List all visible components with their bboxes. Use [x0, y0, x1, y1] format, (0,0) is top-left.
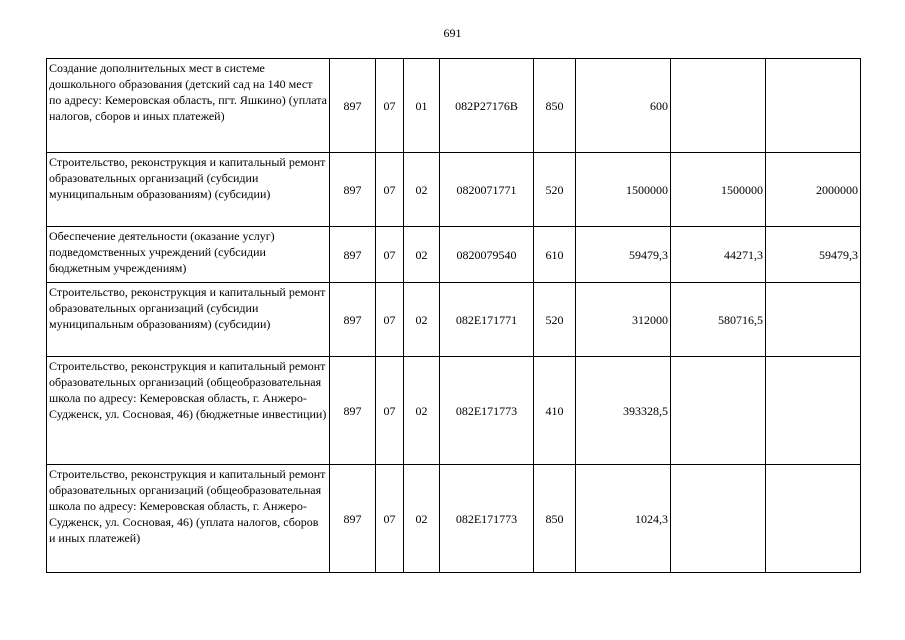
row-name-cell: Строительство, реконструкция и капитальный ремонт образовательных организаций (субсидии муниципальным образованиям) (субсидии) [47, 153, 330, 227]
section-cell: 07 [376, 59, 404, 153]
expense-type-cell: 850 [534, 465, 576, 573]
target-article-cell: 082E171773 [440, 357, 534, 465]
page-number: 691 [443, 26, 462, 40]
row-name-cell: Строительство, реконструкция и капитальный ремонт образовательных организаций (общеобразовательная школа по адресу: Кемеровская область, г. Анжеро-Судженск, ул. Сосновая, 46) (бюджетные инвестиции) [47, 357, 330, 465]
target-article-cell: 0820071771 [440, 153, 534, 227]
sum-year1-cell: 1024,3 [576, 465, 671, 573]
sum-year2-cell [671, 465, 766, 573]
expense-type-cell: 850 [534, 59, 576, 153]
ved-cell: 897 [330, 357, 376, 465]
sum-year2-cell [671, 357, 766, 465]
budget-table [46, 58, 861, 573]
sum-year3-cell [766, 59, 861, 153]
subsection-cell: 02 [404, 283, 440, 357]
section-cell: 07 [376, 227, 404, 283]
table-row [47, 283, 861, 357]
subsection-cell: 01 [404, 59, 440, 153]
sum-year3-cell [766, 465, 861, 573]
sum-year2-cell: 44271,3 [671, 227, 766, 283]
row-name-cell: Создание дополнительных мест в системе дошкольного образования (детский сад на 140 мест по адресу: Кемеровская область, пгт. Яшкино) (уплата налогов, сборов и иных платежей) [47, 59, 330, 153]
subsection-cell: 02 [404, 153, 440, 227]
section-cell: 07 [376, 465, 404, 573]
expense-type-cell: 410 [534, 357, 576, 465]
sum-year2-cell [671, 59, 766, 153]
table-row [47, 465, 861, 573]
table-row [47, 59, 861, 153]
ved-cell: 897 [330, 465, 376, 573]
subsection-cell: 02 [404, 357, 440, 465]
row-name-cell: Обеспечение деятельности (оказание услуг) подведомственных учреждений (субсидии бюджетным учреждениям) [47, 227, 330, 283]
sum-year3-cell [766, 283, 861, 357]
subsection-cell: 02 [404, 465, 440, 573]
row-name-cell: Строительство, реконструкция и капитальный ремонт образовательных организаций (общеобразовательная школа по адресу: Кемеровская область, г. Анжеро-Судженск, ул. Сосновая, 46) (уплата налогов, сборов и иных платежей) [47, 465, 330, 573]
ved-cell: 897 [330, 59, 376, 153]
sum-year1-cell: 600 [576, 59, 671, 153]
sum-year3-cell: 2000000 [766, 153, 861, 227]
target-article-cell: 082P27176B [440, 59, 534, 153]
sum-year1-cell: 312000 [576, 283, 671, 357]
expense-type-cell: 520 [534, 283, 576, 357]
sum-year2-cell: 580716,5 [671, 283, 766, 357]
sum-year1-cell: 59479,3 [576, 227, 671, 283]
expense-type-cell: 610 [534, 227, 576, 283]
sum-year3-cell: 59479,3 [766, 227, 861, 283]
section-cell: 07 [376, 153, 404, 227]
expense-type-cell: 520 [534, 153, 576, 227]
table-row [47, 357, 861, 465]
section-cell: 07 [376, 357, 404, 465]
table-row [47, 227, 861, 283]
table-row [47, 153, 861, 227]
section-cell: 07 [376, 283, 404, 357]
row-name-cell: Строительство, реконструкция и капитальный ремонт образовательных организаций (субсидии муниципальным образованиям) (субсидии) [47, 283, 330, 357]
target-article-cell: 082E171771 [440, 283, 534, 357]
ved-cell: 897 [330, 227, 376, 283]
sum-year2-cell: 1500000 [671, 153, 766, 227]
ved-cell: 897 [330, 153, 376, 227]
target-article-cell: 082E171773 [440, 465, 534, 573]
sum-year1-cell: 393328,5 [576, 357, 671, 465]
sum-year1-cell: 1500000 [576, 153, 671, 227]
sum-year3-cell [766, 357, 861, 465]
subsection-cell: 02 [404, 227, 440, 283]
ved-cell: 897 [330, 283, 376, 357]
target-article-cell: 0820079540 [440, 227, 534, 283]
